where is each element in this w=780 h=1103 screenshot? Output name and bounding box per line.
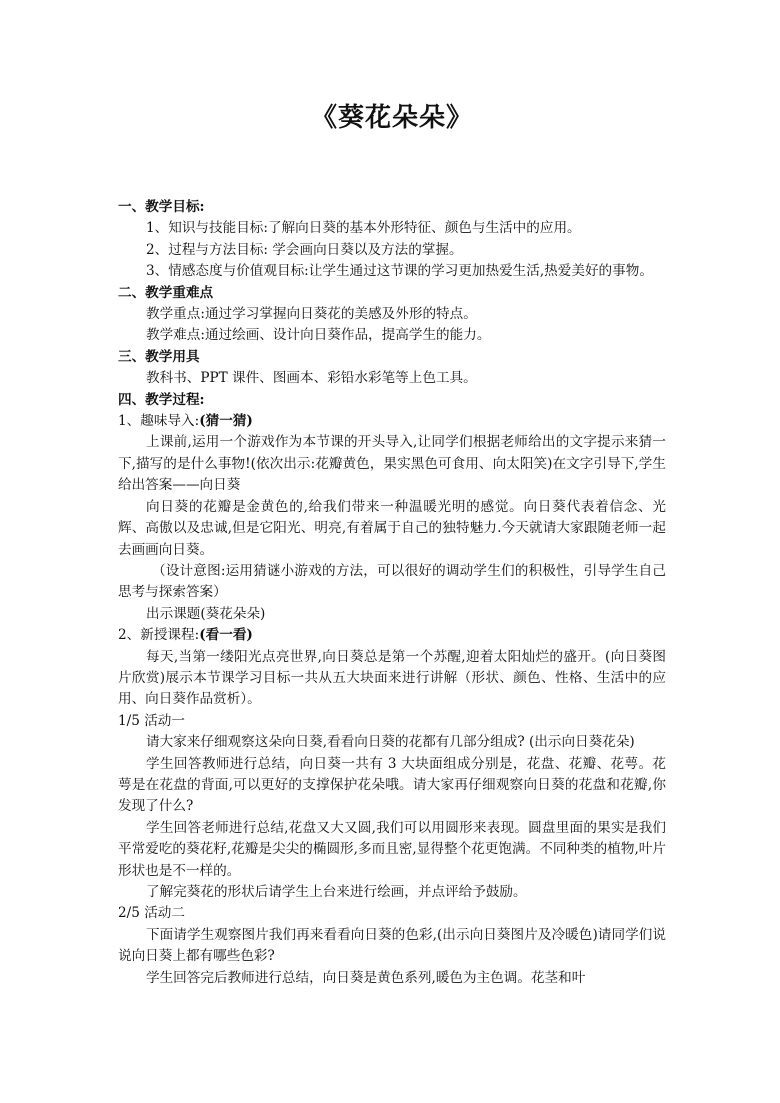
paragraph: 上课前,运用一个游戏作为本节课的开头导入,让同学们根据老师给出的文字提示来猜一下,描写的是什么事物!(依次出示:花瓣黄色，果实黑色可食用、向太阳笑)在文字引导下,学生给出答案——向日葵 [118, 434, 666, 494]
step-tag: (看一看) [199, 627, 253, 644]
section-heading-process: 四、教学过程: [118, 391, 205, 408]
document-body [118, 197, 666, 989]
paragraph: 向日葵的花瓣是金黄色的,给我们带来一种温暖光明的感觉。向日葵代表着信念、光辉、高傲以及忠诚,但是它阳光、明亮,有着属于自己的独特魅力.今天就请大家跟随老师一起去画画向日葵。 [118, 498, 666, 558]
objective-item: 2、过程与方法目标: 学会画向日葵以及方法的掌握。 [146, 241, 463, 258]
paragraph: 学生回答老师进行总结,花盘又大又圆,我们可以用圆形来表现。圆盘里面的果实是我们平常爱吃的葵花籽,花瓣是尖尖的椭圆形,多而且密,显得整个花更饱满。不同种类的植物,叶片形状也是不一样的。 [118, 819, 666, 879]
key-point-item: 教学难点:通过绘画、设计向日葵作品，提高学生的能力。 [146, 327, 491, 344]
key-point-item: 教学重点:通过学习掌握向日葵花的美感及外形的特点。 [146, 306, 477, 323]
paragraph: 下面请学生观察图片我们再来看看向日葵的色彩,(出示向日葵图片及冷暖色)请同学们说说向日葵上都有哪些色彩? [118, 926, 666, 965]
tools-item: 教科书、PPT 课件、图画本、彩铅水彩笔等上色工具。 [146, 370, 477, 387]
step-label: 2、新授课程: [118, 627, 200, 644]
objective-item [118, 261, 666, 282]
activity-label: 2/5 活动二 [118, 905, 185, 922]
paragraph: 了解完葵花的形状后请学生上台来进行绘画，并点评给予鼓励。 [146, 884, 527, 900]
design-intent-paragraph: （设计意图:运用猜谜小游戏的方法，可以很好的调动学生们的积极性，引导学生自己思考与探索答案） [118, 562, 666, 601]
section-heading-objectives: 一、教学目标: [118, 199, 205, 215]
paragraph: 出示课题(葵花朵朵) [146, 605, 266, 622]
paragraph: 请大家来仔细观察这朵向日葵,看看向日葵的花都有几部分组成? (出示向日葵花朵) [146, 734, 635, 751]
step-label: 1、趣味导入: [118, 413, 200, 430]
objective-item: 1、知识与技能目标:了解向日葵的基本外形特征、颜色与生活中的应用。 [146, 220, 581, 237]
paragraph: 每天,当第一缕阳光点亮世界,向日葵总是第一个苏醒,迎着太阳灿烂的盛开。(向日葵图片欣赏)展示本节课学习目标一共从五大块面来进行讲解（形状、颜色、性格、生活中的应用、向日葵作品赏析）。 [118, 648, 666, 708]
section-heading-key-points: 二、教学重难点 [118, 284, 214, 301]
paragraph: 学生回答教师进行总结，向日葵一共有 3 大块面组成分别是，花盘、花瓣、花萼。花萼是在花盘的背面,可以更好的支撑保护花朵哦。请大家再仔细观察向日葵的花盘和花瓣,你发现了什么? [118, 755, 666, 815]
step-heading [118, 411, 666, 432]
paragraph: 学生回答完后教师进行总结，向日葵是黄色系列,暖色为主色调。花茎和叶 [146, 969, 586, 986]
activity-label: 1/5 活动一 [118, 712, 185, 729]
step-tag: (猜一猜) [199, 413, 253, 430]
page-title: 《葵花朵朵》 [310, 103, 473, 133]
section-heading-tools: 三、教学用具 [118, 348, 200, 365]
step-heading [118, 625, 666, 646]
objective-item-text: 3、情感态度与价值观目标:让学生通过这节课的学习更加热爱生活,热爱美好的事物。 [146, 263, 653, 280]
